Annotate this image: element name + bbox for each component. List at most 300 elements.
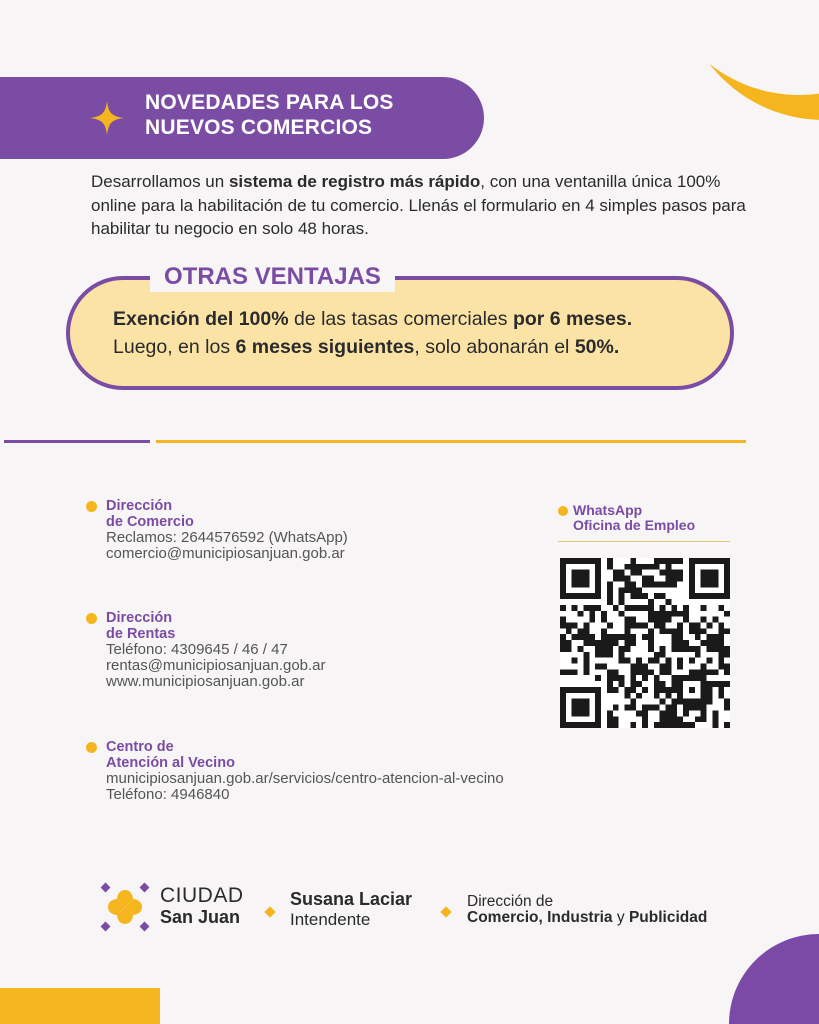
qr-module bbox=[666, 558, 672, 564]
qr-module bbox=[572, 605, 578, 611]
qr-module bbox=[636, 710, 642, 716]
qr-module bbox=[642, 605, 648, 611]
qr-module bbox=[660, 699, 666, 705]
qr-module bbox=[642, 687, 648, 693]
qr-module bbox=[683, 722, 689, 728]
qr-module bbox=[607, 710, 613, 716]
qr-module bbox=[642, 710, 648, 716]
qr-module bbox=[642, 564, 648, 570]
intro-text-bold: sistema de registro más rápido bbox=[228, 172, 481, 191]
qr-module bbox=[572, 622, 578, 628]
qr-module bbox=[607, 564, 613, 570]
qr-module bbox=[718, 646, 724, 652]
qr-module bbox=[671, 710, 677, 716]
qr-module bbox=[671, 716, 677, 722]
qr-module bbox=[630, 664, 636, 670]
qr-module bbox=[648, 611, 654, 617]
qr-module bbox=[689, 622, 695, 628]
contact-email[interactable]: comercio@municipiosanjuan.gob.ar bbox=[106, 545, 345, 562]
bullet-dot bbox=[86, 742, 97, 753]
contact-phone[interactable]: Teléfono: 4946840 bbox=[106, 786, 230, 803]
qr-module bbox=[601, 617, 607, 623]
qr-module bbox=[712, 722, 718, 728]
qr-module bbox=[654, 593, 660, 599]
qr-module bbox=[642, 669, 648, 675]
qr-module bbox=[683, 646, 689, 652]
qr-module bbox=[671, 722, 677, 728]
qr-module bbox=[701, 605, 707, 611]
qr-module bbox=[660, 722, 666, 728]
ventajas-l1-b: de las tasas comerciales bbox=[288, 308, 513, 330]
qr-module bbox=[648, 576, 654, 582]
whatsapp-title: WhatsApp bbox=[573, 502, 643, 518]
qr-module bbox=[642, 675, 648, 681]
qr-module bbox=[624, 628, 630, 634]
direccion-bold-2: Publicidad bbox=[628, 909, 708, 926]
qr-module bbox=[607, 622, 613, 628]
intendente-name: Susana Laciar bbox=[290, 889, 413, 909]
qr-module bbox=[595, 652, 601, 658]
qr-module bbox=[619, 652, 625, 658]
qr-module bbox=[724, 722, 730, 728]
qr-module bbox=[607, 687, 613, 693]
qr-module bbox=[648, 640, 654, 646]
qr-module bbox=[583, 622, 589, 628]
qr-module bbox=[607, 558, 613, 564]
qr-module bbox=[583, 669, 589, 675]
qr-module bbox=[624, 687, 630, 693]
qr-module bbox=[601, 640, 607, 646]
qr-module bbox=[630, 669, 636, 675]
qr-module bbox=[666, 611, 672, 617]
qr-module bbox=[613, 669, 619, 675]
qr-module bbox=[718, 605, 724, 611]
qr-module bbox=[636, 669, 642, 675]
contact-website[interactable]: www.municipiosanjuan.gob.ar bbox=[106, 673, 305, 690]
qr-module bbox=[578, 628, 584, 634]
ventajas-text bbox=[113, 305, 713, 361]
ventajas-line-2 bbox=[113, 333, 713, 361]
corner-decoration-bottom-right bbox=[729, 934, 819, 1024]
direccion-connector: y bbox=[612, 909, 629, 926]
qr-module bbox=[660, 611, 666, 617]
qr-module bbox=[677, 664, 683, 670]
qr-module bbox=[572, 669, 578, 675]
qr-module bbox=[666, 669, 672, 675]
qr-module bbox=[560, 646, 566, 652]
qr-module bbox=[560, 640, 566, 646]
qr-module bbox=[695, 705, 701, 711]
qr-module bbox=[666, 564, 672, 570]
contact-phone[interactable]: Reclamos: 2644576592 (WhatsApp) bbox=[106, 529, 348, 546]
qr-module bbox=[613, 687, 619, 693]
qr-module bbox=[630, 622, 636, 628]
qr-module bbox=[642, 722, 648, 728]
qr-module bbox=[642, 581, 648, 587]
intro-text-1: Desarrollamos un bbox=[91, 172, 229, 191]
qr-module bbox=[660, 669, 666, 675]
qr-module bbox=[636, 658, 642, 664]
qr-module bbox=[718, 664, 724, 670]
qr-module bbox=[624, 693, 630, 699]
qr-module bbox=[624, 576, 630, 582]
qr-module bbox=[677, 628, 683, 634]
qr-module bbox=[677, 658, 683, 664]
qr-module bbox=[654, 693, 660, 699]
qr-module bbox=[630, 617, 636, 623]
contact-website[interactable]: municipiosanjuan.gob.ar/servicios/centro-atencion-al-vecino bbox=[106, 770, 504, 787]
qr-module bbox=[607, 681, 613, 687]
qr-module bbox=[642, 593, 648, 599]
qr-module bbox=[613, 722, 619, 728]
qr-module bbox=[619, 611, 625, 617]
qr-module bbox=[613, 576, 619, 582]
qr-module bbox=[712, 646, 718, 652]
bullet-dot bbox=[86, 613, 97, 624]
direccion-line-1: Dirección de bbox=[467, 893, 554, 910]
qr-module bbox=[654, 564, 660, 570]
qr-module bbox=[619, 658, 625, 664]
qr-module bbox=[619, 599, 625, 605]
qr-module bbox=[613, 640, 619, 646]
divider-yellow bbox=[156, 440, 746, 443]
qr-module bbox=[572, 658, 578, 664]
contact-title: de Comercio bbox=[106, 514, 194, 530]
qr-module bbox=[677, 634, 683, 640]
qr-module bbox=[642, 576, 648, 582]
qr-module bbox=[701, 705, 707, 711]
ventajas-l2-a: Luego, en los bbox=[113, 336, 236, 358]
qr-module bbox=[701, 628, 707, 634]
qr-module bbox=[666, 599, 672, 605]
qr-module bbox=[648, 628, 654, 634]
qr-module bbox=[613, 705, 619, 711]
qr-module bbox=[578, 634, 584, 640]
intro-text-2: , con una ventanilla única 100% online para la habilitación de tu comercio. Llenás el formulario en 4 simples pasos para habilitar tu negocio en solo 48 horas. bbox=[91, 172, 746, 238]
qr-module bbox=[701, 710, 707, 716]
qr-module bbox=[613, 716, 619, 722]
contact-rentas bbox=[86, 610, 606, 690]
qr-module bbox=[630, 640, 636, 646]
qr-module bbox=[648, 658, 654, 664]
qr-module bbox=[666, 617, 672, 623]
qr-module bbox=[724, 652, 730, 658]
qr-module bbox=[572, 570, 590, 588]
qr-module bbox=[695, 634, 701, 640]
qr-module bbox=[660, 622, 666, 628]
qr-module bbox=[666, 705, 672, 711]
qr-module bbox=[630, 570, 636, 576]
qr-module bbox=[671, 558, 677, 564]
qr-module bbox=[695, 716, 701, 722]
qr-module bbox=[578, 646, 584, 652]
bullet-dot bbox=[86, 501, 97, 512]
qr-module bbox=[636, 622, 642, 628]
qr-module bbox=[666, 570, 672, 576]
qr-module bbox=[718, 622, 724, 628]
qr-module bbox=[707, 687, 713, 693]
qr-module bbox=[601, 611, 607, 617]
qr-module bbox=[630, 699, 636, 705]
qr-module bbox=[660, 558, 666, 564]
qr-module bbox=[677, 716, 683, 722]
qr-module bbox=[613, 675, 619, 681]
qr-module bbox=[601, 646, 607, 652]
contact-email[interactable]: rentas@municipiosanjuan.gob.ar bbox=[106, 657, 326, 674]
qr-module bbox=[660, 617, 666, 623]
qr-module bbox=[619, 634, 625, 640]
qr-module bbox=[607, 675, 613, 681]
qr-module bbox=[695, 628, 701, 634]
qr-module bbox=[619, 675, 625, 681]
qr-module bbox=[666, 722, 672, 728]
qr-module bbox=[671, 675, 677, 681]
qr-module bbox=[701, 570, 719, 588]
qr-module bbox=[560, 634, 566, 640]
qr-module bbox=[666, 716, 672, 722]
qr-module bbox=[642, 622, 648, 628]
qr-module bbox=[677, 640, 683, 646]
qr-module bbox=[566, 628, 572, 634]
qr-module bbox=[707, 634, 713, 640]
qr-module bbox=[671, 699, 677, 705]
qr-module bbox=[701, 640, 707, 646]
qr-module bbox=[677, 646, 683, 652]
qr-module bbox=[583, 628, 589, 634]
qr-module bbox=[718, 634, 724, 640]
qr-module bbox=[712, 681, 718, 687]
qr-module bbox=[707, 669, 713, 675]
qr-module bbox=[624, 587, 630, 593]
contact-centro-atencion bbox=[86, 739, 606, 803]
qr-module bbox=[677, 570, 683, 576]
qr-module bbox=[648, 605, 654, 611]
qr-module bbox=[683, 611, 689, 617]
qr-module bbox=[583, 640, 589, 646]
qr-module bbox=[671, 646, 677, 652]
qr-module bbox=[630, 605, 636, 611]
qr-module bbox=[671, 640, 677, 646]
qr-module bbox=[707, 681, 713, 687]
qr-module bbox=[666, 576, 672, 582]
qr-module bbox=[566, 669, 572, 675]
qr-module bbox=[712, 716, 718, 722]
qr-module bbox=[695, 669, 701, 675]
qr-module bbox=[712, 617, 718, 623]
contact-phone[interactable]: Teléfono: 4309645 / 46 / 47 bbox=[106, 641, 288, 658]
qr-module bbox=[589, 605, 595, 611]
direccion-bold-1: Comercio, Industria bbox=[467, 909, 613, 926]
qr-module bbox=[718, 640, 724, 646]
qr-module bbox=[666, 693, 672, 699]
qr-module bbox=[660, 628, 666, 634]
qr-module bbox=[671, 705, 677, 711]
ventajas-l1-c: por 6 meses. bbox=[512, 308, 633, 330]
qr-module bbox=[630, 581, 636, 587]
qr-code-icon[interactable] bbox=[560, 558, 730, 728]
qr-module bbox=[671, 611, 677, 617]
qr-module bbox=[578, 611, 584, 617]
qr-module bbox=[607, 652, 613, 658]
qr-module bbox=[636, 693, 642, 699]
qr-module bbox=[660, 710, 666, 716]
qr-module bbox=[707, 699, 713, 705]
qr-module bbox=[589, 617, 595, 623]
qr-module bbox=[724, 669, 730, 675]
qr-module bbox=[613, 634, 619, 640]
ventajas-l1-a: Exención del 100% bbox=[113, 308, 289, 330]
qr-module bbox=[572, 699, 590, 717]
qr-module bbox=[654, 681, 660, 687]
qr-module bbox=[654, 558, 660, 564]
qr-module bbox=[583, 658, 589, 664]
qr-module bbox=[671, 687, 677, 693]
qr-module bbox=[619, 593, 625, 599]
logo-text-ciudad: CIUDAD bbox=[160, 884, 244, 907]
page-title-line1: NOVEDADES PARA LOS bbox=[145, 91, 394, 114]
qr-module bbox=[624, 622, 630, 628]
ventajas-l2-b: 6 meses siguientes bbox=[235, 336, 415, 358]
qr-module bbox=[654, 622, 660, 628]
qr-module bbox=[560, 605, 566, 611]
whatsapp-subtitle: Oficina de Empleo bbox=[573, 517, 696, 533]
qr-module bbox=[695, 652, 701, 658]
qr-module bbox=[683, 617, 689, 623]
qr-module bbox=[630, 705, 636, 711]
contact-title: Dirección bbox=[106, 498, 173, 514]
qr-module bbox=[660, 646, 666, 652]
qr-module bbox=[707, 646, 713, 652]
qr-module bbox=[666, 658, 672, 664]
qr-module bbox=[601, 628, 607, 634]
qr-module bbox=[607, 587, 613, 593]
qr-module bbox=[648, 599, 654, 605]
qr-module bbox=[607, 716, 613, 722]
qr-module bbox=[718, 687, 724, 693]
qr-module bbox=[636, 681, 642, 687]
qr-module bbox=[701, 669, 707, 675]
qr-module bbox=[624, 581, 630, 587]
qr-module bbox=[648, 564, 654, 570]
qr-module bbox=[648, 634, 654, 640]
qr-module bbox=[636, 664, 642, 670]
qr-module bbox=[677, 558, 683, 564]
qr-module bbox=[642, 705, 648, 711]
qr-module bbox=[671, 634, 677, 640]
qr-module bbox=[624, 646, 630, 652]
page-title bbox=[145, 90, 465, 140]
qr-module bbox=[636, 570, 642, 576]
qr-module bbox=[589, 634, 595, 640]
qr-module bbox=[660, 581, 666, 587]
qr-module bbox=[677, 611, 683, 617]
qr-module bbox=[654, 652, 660, 658]
qr-module bbox=[718, 628, 724, 634]
corner-decoration-top-right bbox=[679, 0, 819, 130]
qr-module bbox=[601, 652, 607, 658]
qr-module bbox=[666, 628, 672, 634]
qr-module bbox=[607, 634, 613, 640]
qr-module bbox=[718, 652, 724, 658]
qr-module bbox=[607, 640, 613, 646]
qr-module bbox=[654, 705, 660, 711]
qr-module bbox=[630, 564, 636, 570]
qr-module bbox=[677, 722, 683, 728]
qr-module bbox=[566, 622, 572, 628]
qr-module bbox=[607, 593, 613, 599]
bar-decoration-bottom-left bbox=[0, 988, 160, 1024]
qr-module bbox=[648, 705, 654, 711]
qr-module bbox=[666, 581, 672, 587]
qr-module bbox=[601, 634, 607, 640]
qr-module bbox=[718, 658, 724, 664]
qr-module bbox=[560, 622, 566, 628]
qr-module bbox=[654, 687, 660, 693]
qr-module bbox=[642, 716, 648, 722]
qr-module bbox=[624, 640, 630, 646]
qr-module bbox=[707, 693, 713, 699]
qr-module bbox=[595, 640, 601, 646]
qr-module bbox=[624, 658, 630, 664]
qr-module bbox=[671, 581, 677, 587]
qr-module bbox=[689, 705, 695, 711]
ventajas-l2-c: , solo abonarán el bbox=[414, 336, 575, 358]
ciudad-san-juan-logo-icon bbox=[100, 882, 150, 932]
qr-module bbox=[654, 722, 660, 728]
qr-module bbox=[607, 646, 613, 652]
qr-module bbox=[619, 681, 625, 687]
qr-module bbox=[595, 605, 601, 611]
bullet-dot bbox=[558, 506, 568, 516]
qr-module bbox=[689, 722, 695, 728]
qr-module bbox=[666, 710, 672, 716]
qr-module bbox=[718, 693, 724, 699]
page-title-line2: NUEVOS COMERCIOS bbox=[145, 116, 373, 139]
qr-module bbox=[589, 640, 595, 646]
qr-module bbox=[624, 617, 630, 623]
qr-module bbox=[648, 617, 654, 623]
whatsapp-divider bbox=[558, 541, 730, 542]
separator-diamond-icon bbox=[440, 906, 451, 917]
qr-module bbox=[660, 687, 666, 693]
qr-module bbox=[595, 646, 601, 652]
qr-module bbox=[607, 599, 613, 605]
qr-module bbox=[630, 687, 636, 693]
qr-module bbox=[566, 646, 572, 652]
qr-module bbox=[683, 710, 689, 716]
qr-module bbox=[630, 634, 636, 640]
qr-module bbox=[654, 581, 660, 587]
ventajas-line-1 bbox=[113, 305, 713, 333]
qr-module bbox=[624, 564, 630, 570]
qr-module bbox=[695, 622, 701, 628]
qr-module bbox=[724, 699, 730, 705]
qr-module bbox=[613, 605, 619, 611]
qr-module bbox=[636, 605, 642, 611]
qr-module bbox=[718, 681, 724, 687]
qr-module bbox=[695, 646, 701, 652]
qr-module bbox=[601, 664, 607, 670]
qr-module bbox=[595, 664, 601, 670]
qr-module bbox=[636, 587, 642, 593]
qr-module bbox=[607, 722, 613, 728]
qr-module bbox=[624, 634, 630, 640]
contact-title: Atención al Vecino bbox=[106, 755, 235, 771]
qr-module bbox=[642, 634, 648, 640]
qr-module bbox=[671, 681, 677, 687]
qr-module bbox=[701, 617, 707, 623]
qr-module bbox=[642, 664, 648, 670]
